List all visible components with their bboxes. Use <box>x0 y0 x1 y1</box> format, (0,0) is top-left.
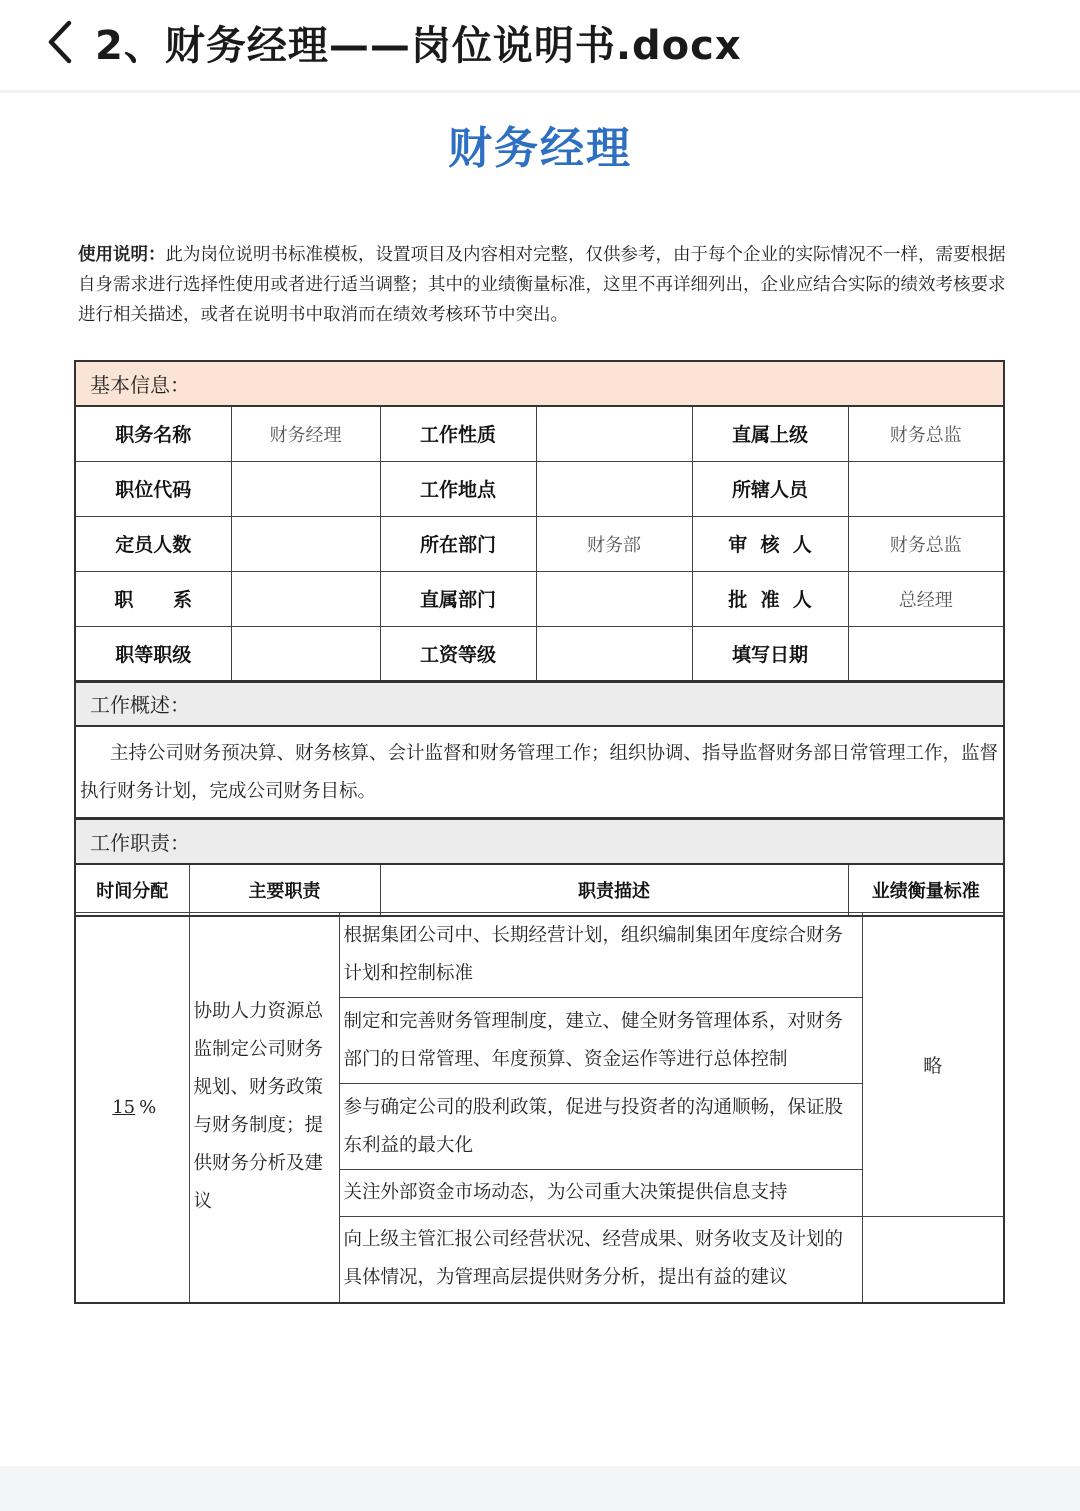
usage-label: 使用说明： <box>78 245 166 265</box>
field-label: 所在部门 <box>380 516 536 571</box>
duty-description[interactable]: 关注外部资金市场动态，为公司重大决策提供信息支持 <box>339 1170 862 1217</box>
field-label: 工作性质 <box>380 406 536 461</box>
document-title: 2、财务经理——岗位说明书.docx <box>95 23 742 69</box>
field-value[interactable]: 总经理 <box>848 571 1004 626</box>
field-value[interactable] <box>231 571 380 626</box>
field-label: 批 准 人 <box>692 571 848 626</box>
time-value: 15 <box>112 1096 136 1118</box>
time-unit: % <box>139 1096 157 1118</box>
col-header-main-duty: 主要职责 <box>189 864 380 916</box>
section-overview: 工作概述： <box>75 681 1004 726</box>
field-label: 直属部门 <box>380 571 536 626</box>
field-label: 直属上级 <box>692 406 848 461</box>
field-label: 职位代码 <box>75 461 231 516</box>
col-header-description: 职责描述 <box>380 864 848 916</box>
field-value[interactable] <box>231 626 380 681</box>
overview-text[interactable]: 主持公司财务预决算、财务核算、会计监督和财务管理工作；组织协调、指导监督财务部日常管理工作，监督执行财务计划，完成公司财务目标。 <box>75 726 1004 819</box>
document-page[interactable] <box>0 96 1080 1456</box>
duty-description[interactable]: 向上级主管汇报公司经营状况、经营成果、财务收支及计划的具体情况，为管理高层提供财务分析，提出有益的建议 <box>339 1217 862 1303</box>
duty-description[interactable]: 根据集团公司中、长期经营计划，组织编制集团年度综合财务计划和控制标准 <box>339 913 862 998</box>
usage-text: 此为岗位说明书标准模板，设置项目及内容相对完整，仅供参考，由于每个企业的实际情况不一样，需要根据自身需求进行选择性使用或者进行适当调整；其中的业绩衡量标准，这里不再详细列出，企业应结合实际的绩效考核要求进行相关描述，或者在说明书中取消而在绩效考核环节中突出。 <box>78 245 1006 325</box>
duty-description[interactable]: 制定和完善财务管理制度，建立、健全财务管理体系，对财务部门的日常管理、年度预算、资金运作等进行总体控制 <box>339 998 862 1084</box>
field-value[interactable] <box>536 571 692 626</box>
duty-description[interactable]: 参与确定公司的股利政策，促进与投资者的沟通顺畅，保证股东利益的最大化 <box>339 1084 862 1170</box>
field-label: 填写日期 <box>692 626 848 681</box>
field-label: 所辖人员 <box>692 461 848 516</box>
col-header-time: 时间分配 <box>75 864 189 916</box>
basic-row <box>75 571 1004 626</box>
basic-row <box>75 516 1004 571</box>
time-allocation[interactable] <box>75 913 189 1303</box>
field-value[interactable] <box>848 461 1004 516</box>
usage-note <box>78 240 1008 330</box>
back-button[interactable] <box>38 12 82 72</box>
chevron-left-icon <box>45 19 75 65</box>
field-label: 工作地点 <box>380 461 536 516</box>
field-value[interactable] <box>536 461 692 516</box>
performance-standard[interactable]: 略 <box>862 913 1004 1217</box>
field-label: 审 核 人 <box>692 516 848 571</box>
field-label: 职务名称 <box>75 406 231 461</box>
section-duties: 工作职责： <box>75 819 1004 864</box>
field-value[interactable] <box>536 626 692 681</box>
field-label: 职等职级 <box>75 626 231 681</box>
basic-row <box>75 626 1004 681</box>
job-description-table <box>74 360 1005 917</box>
field-value[interactable]: 财务总监 <box>848 406 1004 461</box>
field-value[interactable] <box>848 626 1004 681</box>
basic-row <box>75 461 1004 516</box>
field-label: 定员人数 <box>75 516 231 571</box>
field-value[interactable] <box>231 461 380 516</box>
field-value[interactable] <box>536 406 692 461</box>
duties-table <box>74 912 1005 1304</box>
performance-empty <box>862 1217 1004 1303</box>
bottom-strip <box>0 1466 1080 1511</box>
basic-row <box>75 406 1004 461</box>
field-value[interactable]: 财务部 <box>536 516 692 571</box>
section-basic-info: 基本信息： <box>75 361 1004 406</box>
field-value[interactable]: 财务经理 <box>231 406 380 461</box>
field-label: 工资等级 <box>380 626 536 681</box>
field-value[interactable] <box>231 516 380 571</box>
field-value[interactable]: 财务总监 <box>848 516 1004 571</box>
top-bar <box>0 0 1080 93</box>
col-header-performance: 业绩衡量标准 <box>848 864 1004 916</box>
page-heading: 财务经理 <box>448 123 632 174</box>
main-duty[interactable]: 协助人力资源总监制定公司财务规划、财务政策与财务制度；提供财务分析及建议 <box>189 913 339 1303</box>
field-label: 职 系 <box>75 571 231 626</box>
